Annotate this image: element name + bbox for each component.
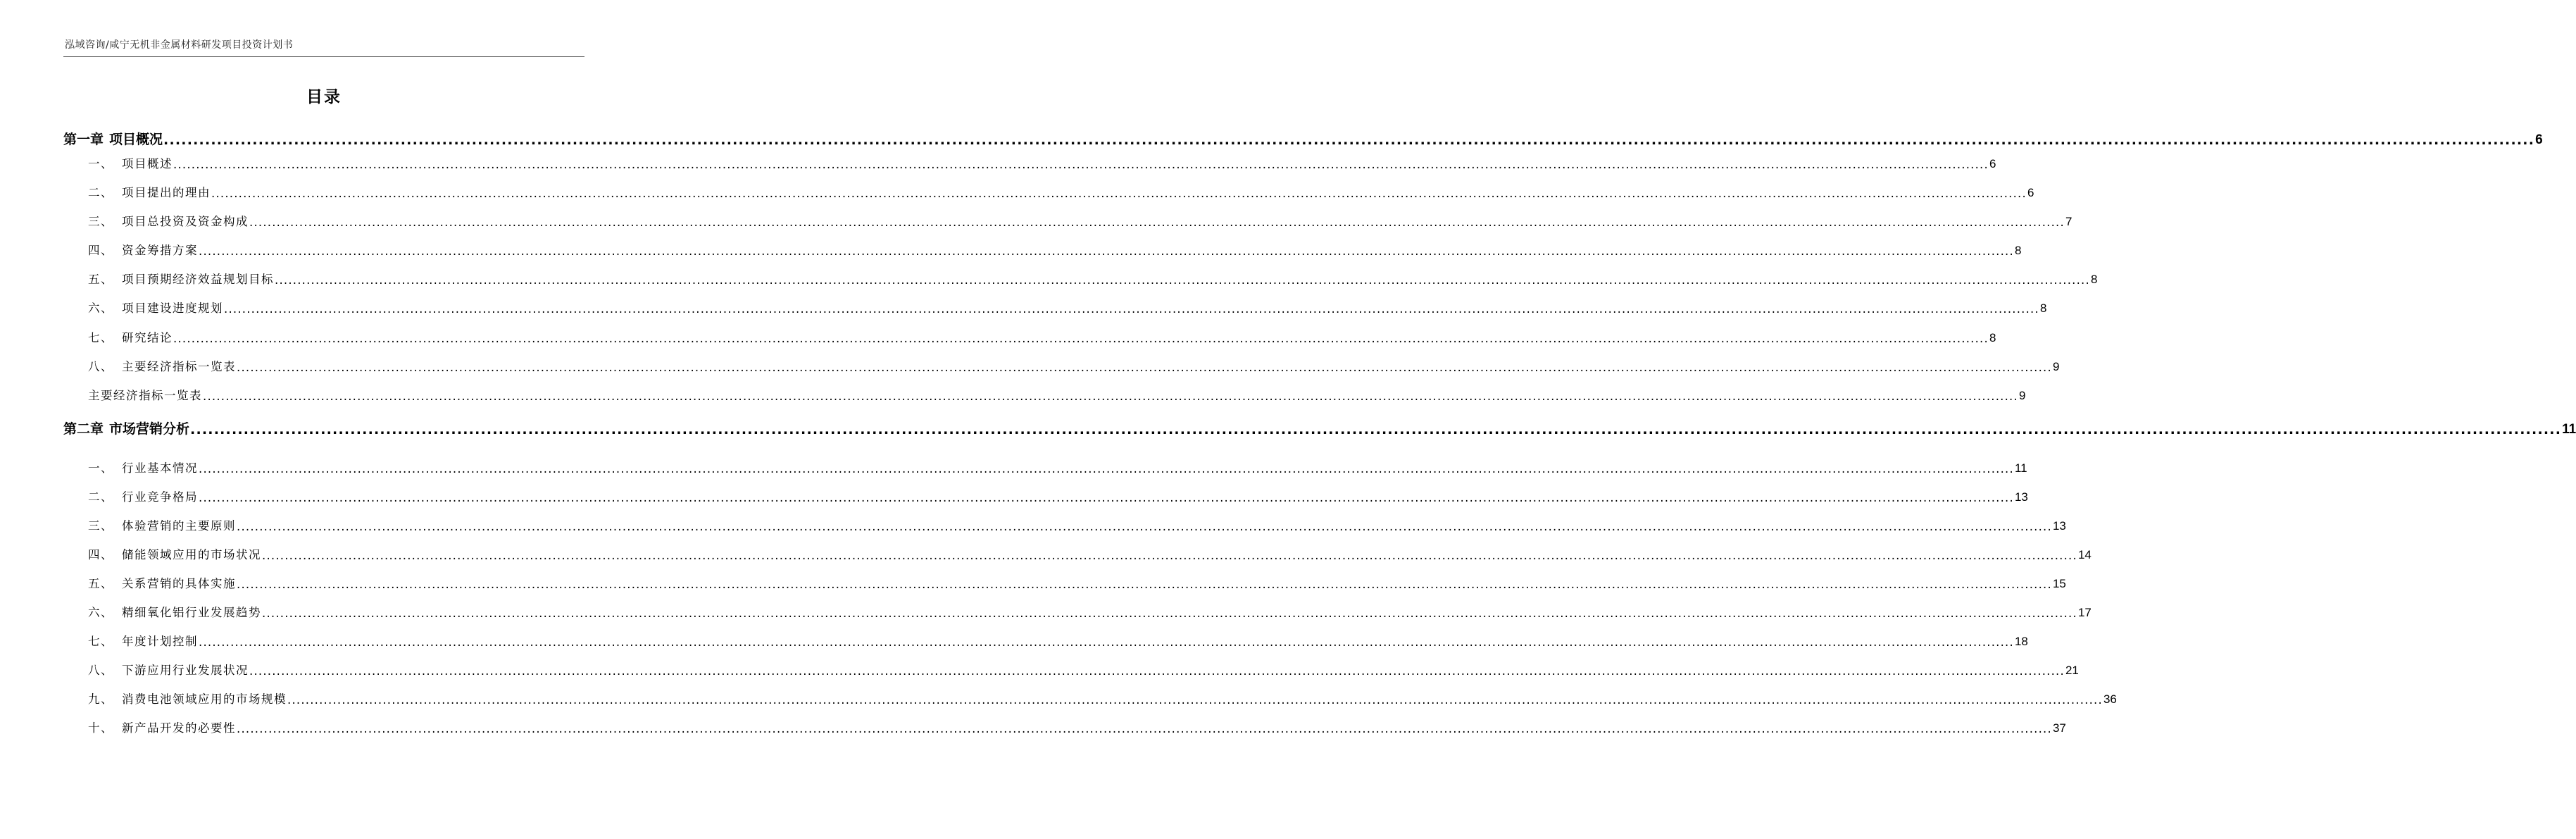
toc-entry-title: 研究结论 <box>122 331 173 344</box>
toc-section-entry[interactable] <box>63 212 2072 229</box>
toc-entry-title: 项目预期经济效益规划目标 <box>122 273 274 286</box>
toc-section-entry[interactable] <box>63 241 2022 258</box>
toc-entry-label <box>88 299 223 316</box>
toc-dot-leader: ................................................................................................................................................................................................................................................................................................................................................................................................................ <box>262 549 2077 562</box>
toc-section-entry[interactable] <box>63 719 2066 735</box>
toc-entry-title: 精细氧化铝行业发展趋势 <box>122 606 261 619</box>
toc-dot-leader: ................................................................................................................................................................................................................................................................................................................................................................................................................ <box>199 635 2014 649</box>
toc-entry-title: 储能领域应用的市场状况 <box>122 548 261 561</box>
toc-entry-number: 六、 <box>88 606 113 619</box>
toc-dot-leader: ................................................................................................................................................................................................................................................................................................................................................................................................................ <box>224 302 2039 316</box>
toc-title: 目录 <box>306 88 342 106</box>
toc-entry-title: 主要经济指标一览表 <box>88 389 202 402</box>
toc-page-number: 8 <box>1989 331 1996 344</box>
toc-entry-label <box>63 418 189 437</box>
toc-dot-leader: ................................................................................................................................................................................................................................................................................................................................................................................................................ <box>249 664 2065 678</box>
toc-page-number: 13 <box>2014 490 2028 504</box>
toc-dot-leader: ................................................................................................................................................................................................................................................................................................................................................................................................................ <box>203 390 2018 403</box>
toc-dot-leader: ................................................................................................................................................................................................................................................................................................................................................................................................................ <box>249 216 2065 229</box>
toc-section-entry[interactable] <box>63 328 1996 345</box>
toc-section-entry[interactable] <box>63 516 2066 533</box>
toc-page-number: 11 <box>2562 422 2576 437</box>
toc-entry-title: 关系营销的具体实施 <box>122 577 236 590</box>
toc-entry-number: 五、 <box>88 577 113 590</box>
toc-chapter-entry[interactable] <box>63 129 2543 148</box>
toc-entry-number: 一、 <box>88 157 113 170</box>
toc-entry-label <box>88 154 173 171</box>
toc-dot-leader: ................................................................................................................................................................................................................................................................................................................................................................................................................ <box>173 332 1989 345</box>
toc-entry-label <box>88 357 236 374</box>
toc-entry-label <box>88 603 261 620</box>
toc-page-number: 8 <box>2014 244 2022 257</box>
toc-section-entry[interactable] <box>63 545 2092 562</box>
header-divider <box>63 56 584 57</box>
toc-entry-label <box>88 183 211 200</box>
toc-entry-number: 九、 <box>88 692 113 706</box>
toc-entry-number: 第一章 <box>63 132 104 147</box>
toc-entry-title: 体验营销的主要原则 <box>122 519 236 533</box>
toc-entry-number: 八、 <box>88 664 113 677</box>
toc-page-number: 17 <box>2077 606 2092 619</box>
toc-section-entry[interactable] <box>63 632 2028 649</box>
toc-entry-number: 二、 <box>88 490 113 504</box>
toc-dot-leader: ................................................................................................................................................................................................................................................................................................................................................................................................................ <box>237 361 2052 374</box>
toc-entry-label <box>88 270 274 287</box>
toc-dot-leader: ................................................................................................................................................................................................................................................................................................................................................................................................................ <box>199 462 2014 476</box>
toc-page-number: 21 <box>2065 664 2079 677</box>
toc-entry-number: 三、 <box>88 519 113 533</box>
toc-page-number: 9 <box>2052 360 2060 373</box>
toc-section-entry[interactable] <box>63 386 2026 403</box>
toc-page-number: 36 <box>2103 692 2117 706</box>
toc-section-entry[interactable] <box>63 459 2027 476</box>
toc-entry-label <box>88 459 198 476</box>
toc-entry-title: 行业竞争格局 <box>122 490 198 504</box>
toc-entry-label <box>88 212 249 229</box>
toc-entry-label <box>88 545 261 562</box>
toc-entry-title: 项目提出的理由 <box>122 186 211 199</box>
toc-page-number: 8 <box>2090 273 2098 286</box>
toc-entry-number: 二、 <box>88 186 113 199</box>
toc-entry-number: 一、 <box>88 461 113 475</box>
toc-page-number: 9 <box>2018 389 2026 402</box>
toc-dot-leader: ................................................................................................................................................................................................................................................................................................................................................................................................................ <box>190 422 2562 437</box>
toc-entry-label <box>88 719 236 735</box>
toc-entry-number: 五、 <box>88 273 113 286</box>
toc-dot-leader: ................................................................................................................................................................................................................................................................................................................................................................................................................ <box>199 491 2014 504</box>
running-header: 泓域咨询/咸宁无机非金属材料研发项目投资计划书 <box>65 39 294 51</box>
toc-entry-title: 项目概况 <box>109 132 163 147</box>
toc-page-number: 7 <box>2065 215 2072 228</box>
toc-chapter-entry[interactable] <box>63 418 2576 437</box>
toc-entry-title: 消费电池领域应用的市场规模 <box>122 692 287 706</box>
toc-entry-label <box>88 574 236 591</box>
toc-section-entry[interactable] <box>63 270 2098 287</box>
toc-entry-label <box>88 632 198 649</box>
toc-dot-leader: ................................................................................................................................................................................................................................................................................................................................................................................................................ <box>173 158 1989 171</box>
toc-dot-leader: ................................................................................................................................................................................................................................................................................................................................................................................................................ <box>163 132 2535 148</box>
toc-section-entry[interactable] <box>63 487 2028 504</box>
toc-page-number: 11 <box>2014 461 2027 475</box>
toc-dot-leader: ................................................................................................................................................................................................................................................................................................................................................................................................................ <box>237 722 2052 735</box>
toc-page-number: 14 <box>2077 548 2092 561</box>
toc-entry-label <box>88 661 249 678</box>
toc-section-entry[interactable] <box>63 574 2066 591</box>
toc-page-number: 8 <box>2039 302 2047 315</box>
toc-entry-number: 三、 <box>88 215 113 228</box>
toc-section-entry[interactable] <box>63 299 2047 316</box>
toc-entry-title: 项目概述 <box>122 157 173 170</box>
toc-entry-title: 资金筹措方案 <box>122 244 198 257</box>
toc-entry-number: 七、 <box>88 635 113 648</box>
toc-page-number: 37 <box>2052 721 2066 735</box>
toc-entry-number: 六、 <box>88 302 113 315</box>
toc-section-entry[interactable] <box>63 661 2079 678</box>
toc-dot-leader: ................................................................................................................................................................................................................................................................................................................................................................................................................ <box>275 273 2090 287</box>
toc-dot-leader: ................................................................................................................................................................................................................................................................................................................................................................................................................ <box>262 607 2077 620</box>
toc-entry-title: 下游应用行业发展状况 <box>122 664 249 677</box>
toc-entry-number: 四、 <box>88 244 113 257</box>
toc-section-entry[interactable] <box>63 183 2034 200</box>
toc-entry-number: 第二章 <box>63 421 104 437</box>
toc-section-entry[interactable] <box>63 603 2092 620</box>
toc-entry-label <box>63 129 163 148</box>
toc-entry-title: 项目总投资及资金构成 <box>122 215 249 228</box>
toc-section-entry[interactable] <box>63 690 2117 707</box>
toc-dot-leader: ................................................................................................................................................................................................................................................................................................................................................................................................................ <box>211 187 2027 200</box>
toc-entry-title: 新产品开发的必要性 <box>122 721 236 735</box>
toc-entry-label <box>88 516 236 533</box>
toc-entry-title: 项目建设进度规划 <box>122 302 223 315</box>
toc-entry-label <box>88 386 202 403</box>
toc-page-number: 13 <box>2052 519 2066 533</box>
toc-entry-label <box>88 487 198 504</box>
toc-entry-label <box>88 690 287 707</box>
toc-entry-number: 十、 <box>88 721 113 735</box>
toc-section-entry[interactable] <box>63 154 1996 171</box>
toc-entry-title: 市场营销分析 <box>109 421 190 437</box>
toc-entry-label <box>88 328 173 345</box>
toc-entry-number: 七、 <box>88 331 113 344</box>
toc-page-number: 6 <box>2535 132 2543 147</box>
toc-page-number: 18 <box>2014 635 2028 648</box>
toc-page-number: 6 <box>2027 186 2034 199</box>
toc-entry-number: 八、 <box>88 360 113 373</box>
toc-entry-number: 四、 <box>88 548 113 561</box>
toc-entry-title: 行业基本情况 <box>122 461 198 475</box>
toc-page-number: 15 <box>2052 577 2066 590</box>
toc-page-number: 6 <box>1989 157 1996 170</box>
toc-entry-title: 主要经济指标一览表 <box>122 360 236 373</box>
toc-dot-leader: ................................................................................................................................................................................................................................................................................................................................................................................................................ <box>237 520 2052 533</box>
toc-dot-leader: ................................................................................................................................................................................................................................................................................................................................................................................................................ <box>199 244 2014 258</box>
toc-section-entry[interactable] <box>63 357 2060 374</box>
toc-entry-label <box>88 241 198 258</box>
toc-dot-leader: ................................................................................................................................................................................................................................................................................................................................................................................................................ <box>287 693 2103 707</box>
toc-dot-leader: ................................................................................................................................................................................................................................................................................................................................................................................................................ <box>237 578 2052 591</box>
toc-entry-title: 年度计划控制 <box>122 635 198 648</box>
